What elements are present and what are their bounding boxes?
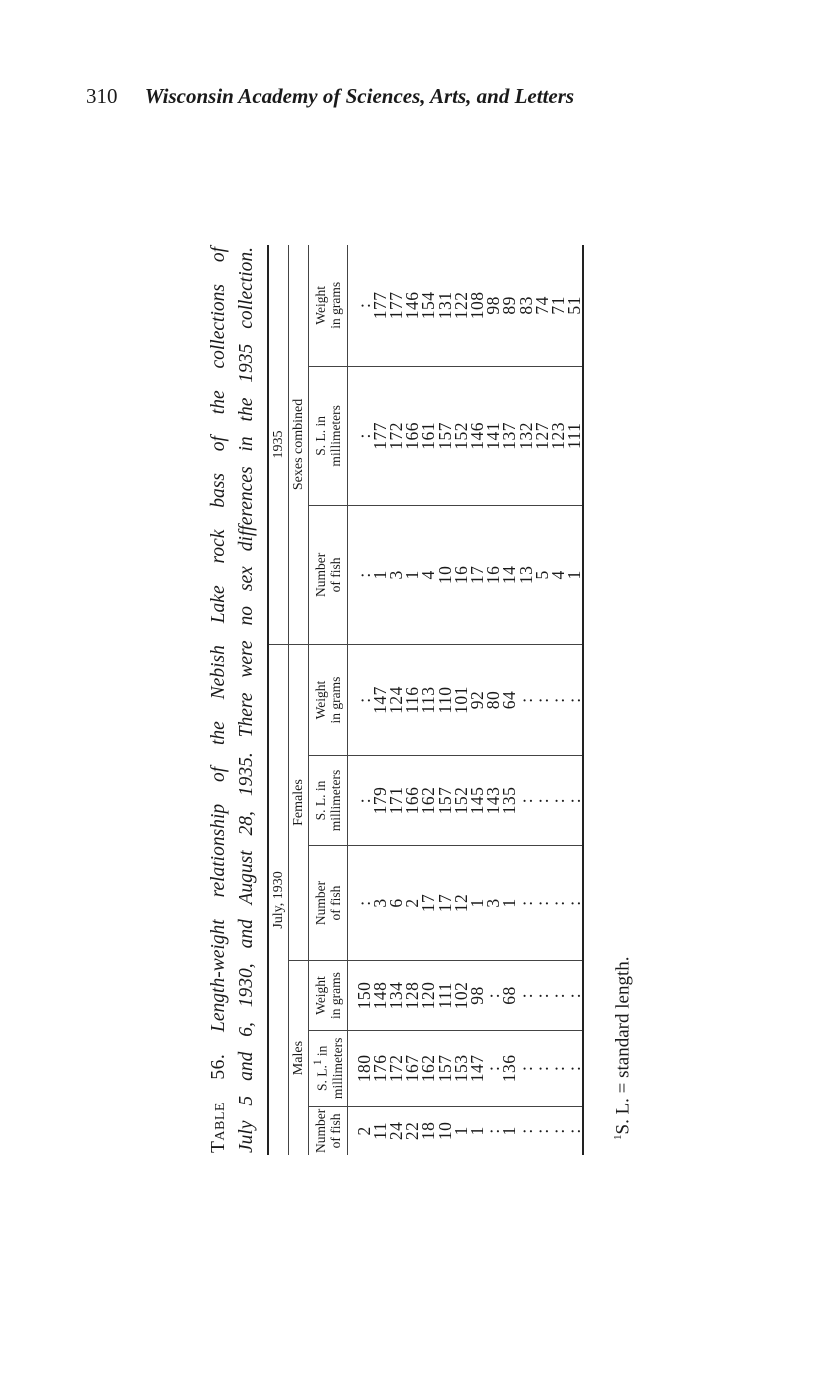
table-body — [347, 245, 583, 1155]
table-cell: : — [550, 756, 566, 846]
caption-line-2: July 5 and 6, 1930, and August 28, 1935. There were no sex differences in the 1935 collection. — [236, 247, 257, 1153]
table-cell: 162 — [420, 1030, 436, 1106]
table-cell: 3 — [372, 845, 388, 960]
table-cell: : — [518, 756, 534, 846]
table-cell: 24 — [388, 1106, 404, 1155]
table-cell: : — [550, 961, 566, 1031]
table-cell: 120 — [420, 961, 436, 1031]
year-1930-header: July, 1930 — [268, 644, 289, 1155]
table-cell: 1 — [453, 1106, 469, 1155]
col-header-female-number: Number of fish — [309, 845, 348, 960]
table-cell: 1 — [501, 845, 517, 960]
page-number: 310 — [86, 84, 118, 108]
table-cell: 98 — [483, 296, 504, 315]
table-cell: 110 — [437, 644, 453, 755]
table-cell: 161 — [420, 366, 436, 505]
table-cell: 132 — [518, 366, 534, 505]
table-cell: : — [534, 644, 550, 755]
table-row — [566, 245, 583, 1155]
table-cell: 10 — [437, 1106, 453, 1155]
table-cell: 17 — [469, 505, 485, 644]
table-cell: 1 — [372, 505, 388, 644]
table-cell: 180 — [347, 1030, 372, 1106]
table-cell: : — [550, 1030, 566, 1106]
table-cell: 172 — [388, 1030, 404, 1106]
table-cell: 152 — [453, 756, 469, 846]
table-cell: 148 — [372, 961, 388, 1031]
table-cell: : — [534, 1030, 550, 1106]
col-header-male-number: Number of fish — [309, 1106, 348, 1155]
table-cell: 101 — [453, 644, 469, 755]
table-cell: : — [485, 1030, 501, 1106]
table-cell: 143 — [485, 756, 501, 846]
table-cell: 123 — [550, 366, 566, 505]
table-cell: 2 — [404, 845, 420, 960]
table-cell: 135 — [501, 756, 517, 846]
col-header-combined-sl: S. L. in millimeters — [309, 366, 348, 505]
table-cell: 51 — [566, 245, 583, 366]
table-cell: : — [518, 644, 534, 755]
table-cell: 141 — [485, 366, 501, 505]
table-cell: 1 — [469, 1106, 485, 1155]
table-cell: 16 — [453, 505, 469, 644]
table-row — [347, 245, 372, 1155]
table-cell: 1 — [404, 505, 420, 644]
table-cell: 14 — [501, 505, 517, 644]
table-cell: 74 — [531, 296, 552, 315]
table-cell: 150 — [347, 961, 372, 1031]
table-cell: 13 — [518, 505, 534, 644]
table-cell: 64 — [501, 644, 517, 755]
table-cell: : — [534, 1106, 550, 1155]
table-cell: 147 — [469, 1030, 485, 1106]
table-cell: 116 — [404, 644, 420, 755]
table-cell: 18 — [420, 1106, 436, 1155]
table-cell: : — [534, 756, 550, 846]
table-cell: : — [566, 961, 583, 1031]
table-cell: 166 — [404, 756, 420, 846]
table-cell: 1 — [501, 1106, 517, 1155]
table-cell: 10 — [437, 505, 453, 644]
table-cell: 127 — [534, 366, 550, 505]
table-cell: 22 — [404, 1106, 420, 1155]
footnote — [612, 880, 636, 1140]
table-cell: 108 — [466, 291, 487, 320]
table-cell: : — [347, 644, 372, 755]
table-cell: 17 — [420, 845, 436, 960]
table-cell: 177 — [369, 291, 390, 320]
table-cell: : — [347, 756, 372, 846]
table-cell: : — [518, 961, 534, 1031]
table-cell: 153 — [453, 1030, 469, 1106]
table-cell: 3 — [485, 845, 501, 960]
table-cell: 146 — [402, 291, 423, 320]
table-cell: 4 — [550, 505, 566, 644]
table-cell: 177 — [385, 291, 406, 320]
table-cell: 92 — [469, 644, 485, 755]
col-header-combined-weight: Weight in grams — [309, 245, 348, 366]
table-cell: 157 — [437, 366, 453, 505]
table-cell: 131 — [434, 291, 455, 320]
table-cell: 145 — [469, 756, 485, 846]
table-cell: 137 — [501, 366, 517, 505]
length-weight-table — [267, 245, 584, 1155]
table-cell: 172 — [388, 366, 404, 505]
table-cell: 1 — [469, 845, 485, 960]
table-cell: 71 — [547, 296, 568, 315]
table-cell: : — [550, 845, 566, 960]
col-header-male-weight: Weight in grams — [309, 961, 348, 1031]
table-cell: 89 — [499, 296, 520, 315]
table-cell: 124 — [388, 644, 404, 755]
table-cell: 157 — [437, 756, 453, 846]
table-cell: 111 — [566, 366, 583, 505]
sexes-combined-header: Sexes combined — [289, 245, 309, 644]
rotated-table-block — [205, 245, 645, 1155]
col-header-female-sl: S. L. in millimeters — [309, 756, 348, 846]
table-cell: : — [566, 1106, 583, 1155]
table-cell: 6 — [388, 845, 404, 960]
table-cell: : — [518, 1030, 534, 1106]
journal-title: Wisconsin Academy of Sciences, Arts, and Letters — [144, 84, 575, 108]
males-header: Males — [289, 961, 309, 1155]
table-cell: 134 — [388, 961, 404, 1031]
table-cell: : — [566, 1030, 583, 1106]
table-cell: : — [485, 961, 501, 1031]
table-cell: 162 — [420, 756, 436, 846]
table-cell: 4 — [420, 505, 436, 644]
table-cell: 176 — [372, 1030, 388, 1106]
table-cell: : — [485, 1106, 501, 1155]
running-header — [86, 84, 726, 109]
table-cell: 12 — [453, 845, 469, 960]
table-cell: 68 — [501, 961, 517, 1031]
footnote-marker: 1 — [612, 1134, 624, 1140]
table-cell: : — [534, 961, 550, 1031]
table-cell: 11 — [372, 1106, 388, 1155]
table-cell: 166 — [404, 366, 420, 505]
table-cell: 113 — [420, 644, 436, 755]
table-label: Table 56. — [208, 1053, 229, 1153]
table-cell: : — [347, 366, 372, 505]
table-cell: 83 — [515, 296, 536, 315]
table-caption — [205, 245, 261, 1155]
table-cell: 147 — [372, 644, 388, 755]
table-cell: 152 — [453, 366, 469, 505]
table-cell: : — [518, 1106, 534, 1155]
females-header: Females — [289, 644, 309, 960]
table-cell: 3 — [388, 505, 404, 644]
table-cell: 171 — [388, 756, 404, 846]
table-cell: : — [566, 644, 583, 755]
table-cell: 177 — [372, 366, 388, 505]
table-cell: : — [347, 505, 372, 644]
table-cell: 17 — [437, 845, 453, 960]
footnote-text: S. L. = standard length. — [612, 956, 634, 1135]
table-cell: : — [534, 845, 550, 960]
col-header-male-sl: S. L.$^1$ in millimeters — [309, 1030, 348, 1106]
table-cell: : — [353, 302, 374, 309]
table-cell: 80 — [485, 644, 501, 755]
caption-line-1: Length-weight relationship of the Nebish Lake rock bass of the collections of — [208, 247, 229, 1032]
col-header-female-weight: Weight in grams — [309, 644, 348, 755]
table-cell: 128 — [404, 961, 420, 1031]
table-cell: 146 — [469, 366, 485, 505]
table-cell: 179 — [372, 756, 388, 846]
table-cell: : — [550, 1106, 566, 1155]
table-cell: : — [566, 756, 583, 846]
table-cell: 102 — [453, 961, 469, 1031]
table-cell: 98 — [469, 961, 485, 1031]
table-cell: 16 — [485, 505, 501, 644]
col-header-combined-number: Number of fish — [309, 505, 348, 644]
table-cell: 2 — [347, 1106, 372, 1155]
table-cell: 157 — [437, 1030, 453, 1106]
table-cell: 111 — [437, 961, 453, 1031]
table-cell: 5 — [534, 505, 550, 644]
table-cell: 122 — [450, 291, 471, 320]
table-cell: : — [347, 845, 372, 960]
table-cell: 136 — [501, 1030, 517, 1106]
table-cell: : — [550, 644, 566, 755]
table-cell: : — [566, 845, 583, 960]
table-cell: : — [518, 845, 534, 960]
table-cell: 154 — [418, 291, 439, 320]
table-cell: 1 — [566, 505, 583, 644]
year-1935-header: 1935 — [268, 245, 289, 644]
table-cell: 167 — [404, 1030, 420, 1106]
